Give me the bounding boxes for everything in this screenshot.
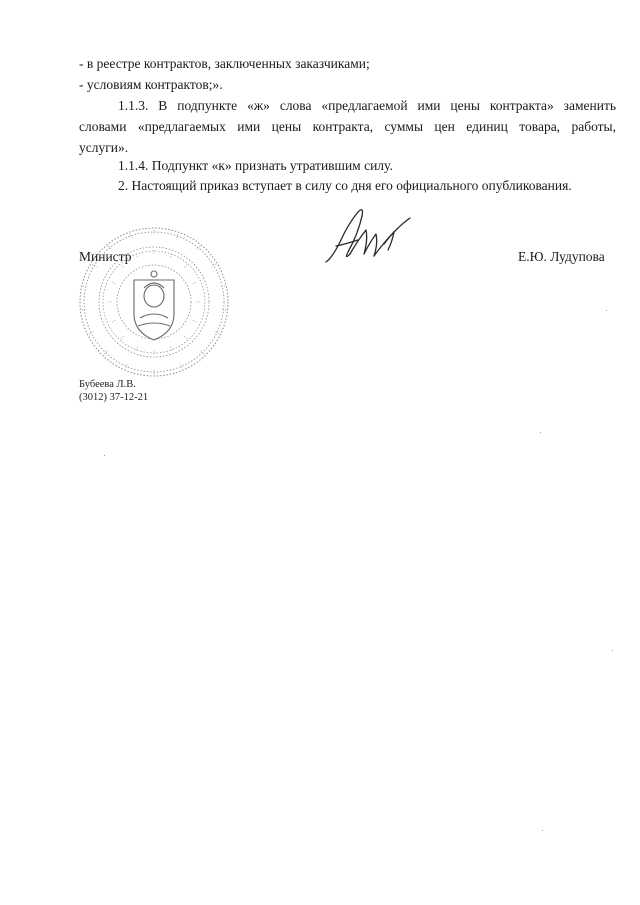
handwritten-signature <box>318 200 418 272</box>
text-line-item-1-1-4: 1.1.4. Подпункт «к» признать утратившим силу. <box>118 158 393 173</box>
text-line-item-2: 2. Настоящий приказ вступает в силу со дня его официального опубликования. <box>118 178 572 193</box>
contact-phone: (3012) 37-12-21 <box>79 392 149 403</box>
text-line-item-1-1-3: 1.1.3. В подпункте «ж» слова «предлагаемой ими цены контракта» заменить <box>118 98 616 113</box>
scan-speck <box>606 310 607 311</box>
signatory-position: Министр <box>79 249 132 264</box>
scan-speck <box>540 432 541 433</box>
text-line-item-1-1-3-cont: словами «предлагаемых ими цены контракта, суммы цен единиц товара, работы, <box>79 119 616 134</box>
signatory-name: Е.Ю. Лудупова <box>518 249 605 264</box>
scan-speck <box>542 830 543 831</box>
contact-person: Бубеева Л.В. <box>79 379 136 390</box>
text-line-item-1-1-3-end: услуги». <box>79 140 129 155</box>
official-seal <box>74 222 234 382</box>
scan-speck <box>104 455 105 456</box>
text-line-registry: - в реестре контрактов, заключенных заказчиками; <box>79 56 370 71</box>
scan-speck <box>612 650 613 651</box>
text-line-conditions: - условиям контрактов;». <box>79 77 223 92</box>
